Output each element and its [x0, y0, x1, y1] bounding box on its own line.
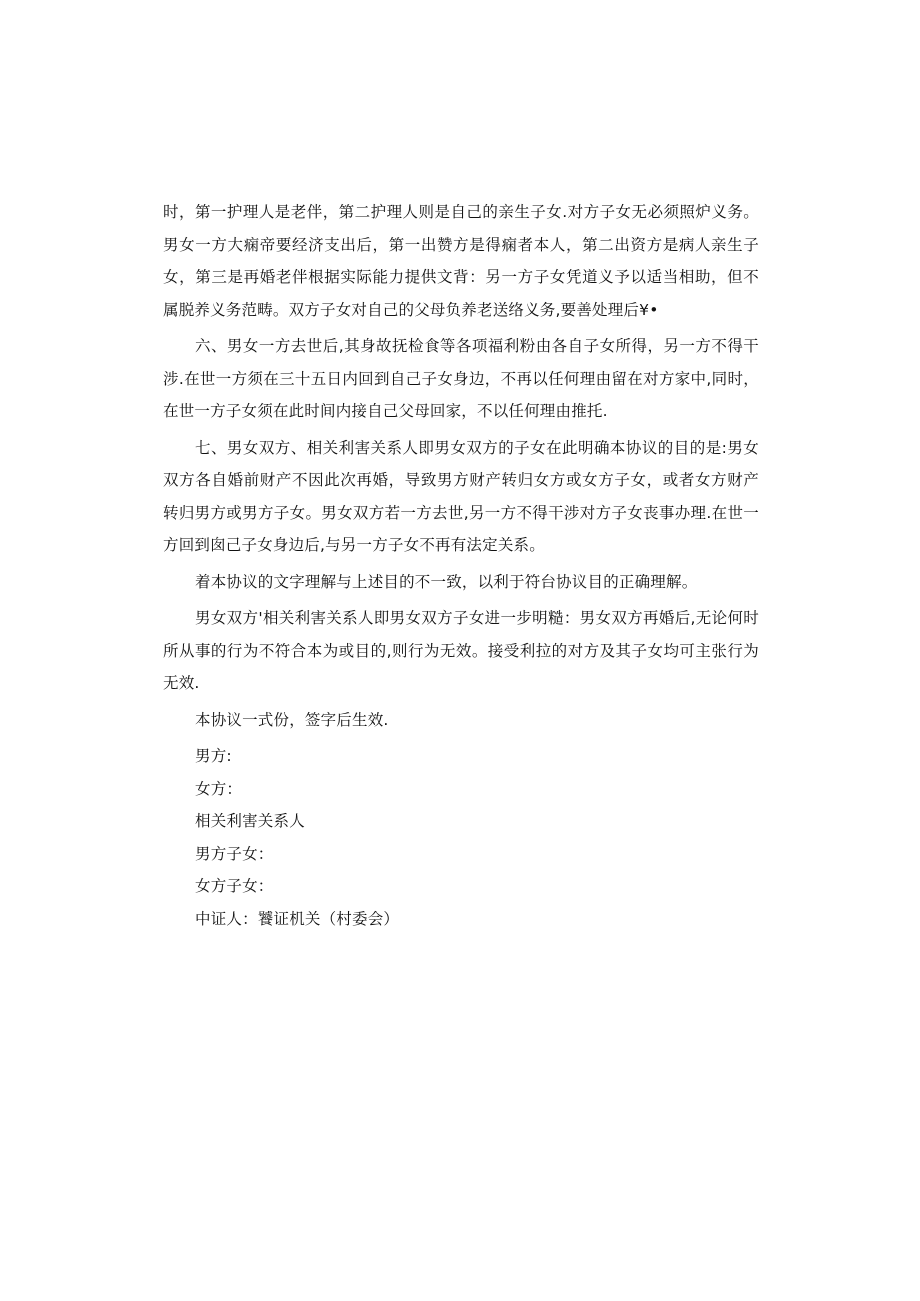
signature-wife: 女方：	[195, 779, 243, 798]
signature-block	[163, 740, 759, 935]
signature-wife-children: 女方子女：	[195, 877, 274, 895]
signature-husband-children: 男方子女：	[195, 844, 274, 863]
signature-witness: 中证人：饕证机关（村委会）	[195, 909, 400, 928]
paragraph-continuation: 时，第一护理人是老伴，第二护理人则是自己的亲生子女.对方子女无必须照炉义务。男女一方大痫帝要经济支出后，第一出赞方是得痫者本人，第二出资方是病人亲生子女，第三是再婚老伴根据实际能力提供文背：另一方子女凭道义予以适当相助，但不属脱养义务范畴。双方子女对自己的父母负养老送络义务,要善处理后¥•	[163, 203, 759, 319]
paragraph-clause-six: 六、男女一方去世后,其身故抚检食等各项福利粉由各自子女所得，另一方不得干涉.在世一方须在三十五日内回到自己子女身边，不再以任何理由留在对方家中,同时，在世一方子女须在此时间内接自己父母回家，不以任何理由推托.	[163, 337, 759, 420]
signature-related-parties: 相关利害关系人	[195, 812, 305, 830]
paragraph-clause-seven: 七、男女双方、相关利害关系人即男女双方的子女在此明确本协议的目的是:男女双方各自婚前财产不因此次再婚，导致男方财产转归女方或女方子女，或者女方财产转归男方或男方子女。男女双方若一方去世,另一方不得干涉对方子女丧事办理.在世一方回到囱己子女身边后,与另一方子女不再有法定关系。	[163, 438, 759, 554]
document-body	[163, 196, 759, 935]
signature-husband: 男方:	[195, 747, 232, 765]
paragraph-interpretation: 着本协议的文字理解与上述目的不一致，以利于符台协议目的正确理解。	[195, 572, 698, 591]
paragraph-validity: 男女双方'相关利害关系人即男女双方子女进一步明糙：男女双方再婚后,无论何时所从事的行为不符合本为或目的,则行为无效。接受利拉的对方及其子女均可主张行为无效.	[163, 609, 759, 692]
paragraph-effective: 本协议一式份，签字后生效.	[195, 710, 389, 729]
